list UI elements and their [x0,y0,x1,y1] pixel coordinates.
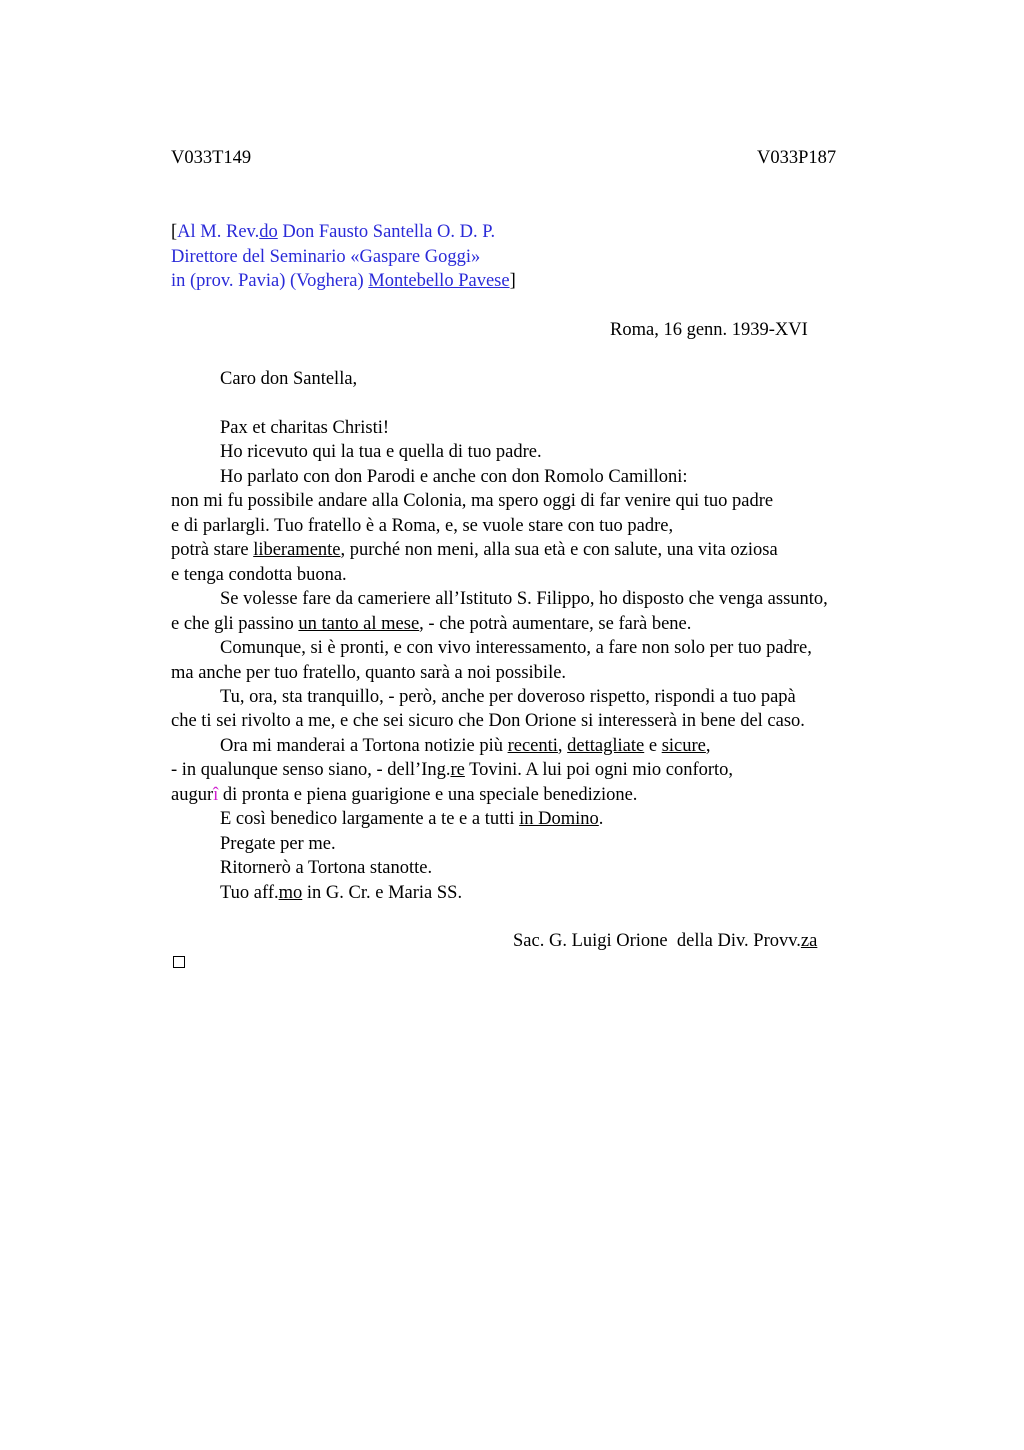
body-line: che ti sei rivolto a me, e che sei sicuro che Don Orione si interesserà in bene del caso. [171,711,805,731]
salutation: Caro don Santella, [220,369,358,389]
body-line: Ho ricevuto qui la tua e quella di tuo padre. [220,442,542,462]
body-line: ma anche per tuo fratello, quanto sarà a noi possibile. [171,663,567,683]
underlined-phrase: in Domino [519,809,599,829]
doc-code-left: V033T149 [171,148,252,168]
highlighted-char: î [213,785,219,805]
underlined-phrase: un tanto al mese [298,614,420,634]
body-line: e tenga condotta buona. [171,565,347,585]
underlined-word: recenti [507,736,558,756]
body-line: Tu, ora, sta tranquillo, - però, anche per doveroso rispetto, rispondi a tuo papà [220,687,796,707]
underlined-word: liberamente [253,540,341,560]
address-province: in (prov. Pavia) (Voghera) [171,271,369,291]
signature-abbrev: za [800,931,818,951]
address-title: Al M. Rev. [177,222,260,242]
underlined-abbrev: re [450,760,465,780]
closing-line: Tuo aff.mo in G. Cr. e Maria SS. [220,883,463,903]
body-line: potrà stare liberamente, purché non meni, alla sua età e con salute, una vita oziosa [171,540,778,560]
underlined-word: sicure [661,736,706,756]
body-line: e che gli passino un tanto al mese, - che potrà aumentare, se farà bene. [171,614,692,634]
underlined-word: dettagliate [567,736,645,756]
body-line: Ritornerò a Tortona stanotte. [220,858,433,878]
empty-square-icon [173,956,185,968]
open-bracket: [ [171,222,178,242]
body-line: non mi fu possibile andare alla Colonia, ma spero oggi di far venire qui tuo padre [171,491,774,511]
address-town: Montebello Pavese [368,271,510,291]
address-line-3 [171,269,516,293]
address-line-1 [171,220,495,244]
body-line: augurî di pronta e piena guarigione e una speciale benedizione. [171,785,638,805]
body-line: Ho parlato con don Parodi e anche con don Romolo Camilloni: [220,467,688,487]
body-line: Se volesse fare da cameriere all’Istituto S. Filippo, ho disposto che venga assunto, [220,589,828,609]
underlined-abbrev: mo [278,883,303,903]
address-line-2: Direttore del Seminario «Gaspare Goggi» [171,247,481,267]
body-line: Pregate per me. [220,834,336,854]
close-bracket: ] [509,271,516,291]
body-line: Ora mi manderai a Tortona notizie più recenti, dettagliate e sicure, [220,736,711,756]
body-line: e di parlargli. Tuo fratello è a Roma, e, se vuole stare con tuo padre, [171,516,674,536]
letter-date: Roma, 16 genn. 1939-XVI [610,320,808,340]
address-recipient: Don Fausto Santella O. D. P. [277,222,496,242]
body-line: - in qualunque senso siano, - dell’Ing.re Tovini. A lui poi ogni mio conforto, [171,760,734,780]
doc-code-right: V033P187 [757,148,837,168]
signature: Sac. G. Luigi Orione della Div. Provv.za [513,931,818,951]
address-title-sup: do [259,222,278,242]
body-line: Pax et charitas Christi! [220,418,390,438]
body-line: Comunque, si è pronti, e con vivo interessamento, a fare non solo per tuo padre, [220,638,812,658]
body-line: E così benedico largamente a te e a tutti in Domino. [220,809,604,829]
